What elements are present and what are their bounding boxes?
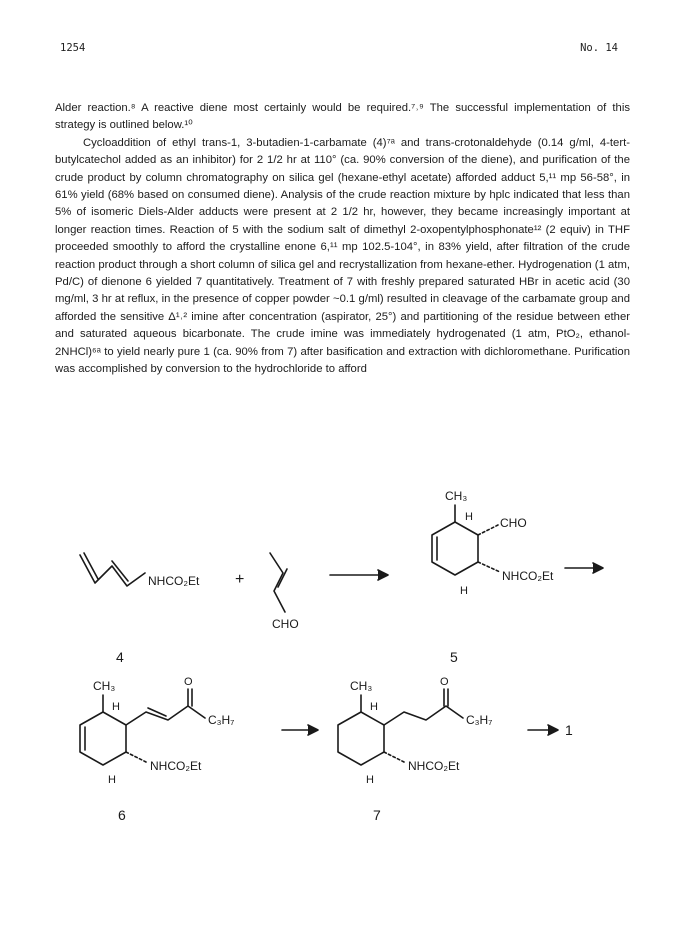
compound-label-1: 1 [565,722,573,738]
carbamate-group-5: NHCO₂Et [502,569,554,583]
compound-label-7: 7 [373,807,381,823]
plus-sign: + [235,571,245,588]
compound-7-structure [338,689,463,765]
h-atom-6-bottom: H [108,774,116,786]
h-atom-5-top: H [465,511,473,523]
carbamate-group-7: NHCO₂Et [408,759,460,773]
reaction-scheme [0,480,680,930]
oxygen-7: O [440,676,449,688]
arrow-1 [330,570,388,580]
h-atom-5-bottom: H [460,585,468,597]
arrow-4 [528,725,558,735]
arrow-2 [565,563,603,573]
h-atom-7-top: H [370,701,378,713]
methyl-group-5: CH₃ [445,489,468,503]
propyl-group-6: C₃H₇ [208,713,235,727]
h-atom-6-top: H [112,701,120,713]
h-atom-7-bottom: H [366,774,374,786]
diene-substituent: NHCO₂Et [148,574,200,588]
carbamate-group-6: NHCO₂Et [150,759,202,773]
arrow-3 [282,725,318,735]
propyl-group-7: C₃H₇ [466,713,493,727]
paragraph-2: Cycloaddition of ethyl trans-1, 3-butadien-1-carbamate (4)⁷ᵃ and trans-crotonaldehyde (0.14 g/ml, 4-tert-butylcatechol added as an inhibitor) for 2 1/2 hr at 110° (ca. 90% conversion of the diene), and purification of the crude product by column chromatography on silica gel (hexane-ethyl acetate) afforded adduct 5,¹¹ mp 56-58°, in 61% yield (68% based on consumed diene). Analysis of the crude reaction mixture by hplc indicated that less than 5% of isomeric Diels-Alder adducts were present at 2 1/2 hr, however, they became increasingly important at longer reaction times. Reaction of 5 with the sodium salt of dimethyl 2-oxopentylphosphonate¹² (2 equiv) in THF proceeded smoothly to afford the crystalline enone 6,¹¹ mp 102.5-104°, in 83% yield, after filtration of the crude reaction product through a short column of silica gel and recrystallization from hexane-ether. Hydrogenation (1 atm, Pd/C) of dienone 6 yielded 7 quantitatively. Treatment of 7 with freshly prepared saturated HBr in acetic acid (30 mg/ml, 3 hr at reflux, in the presence of copper powder ~0.1 g/ml) resulted in cleavage of the carbamate group and afforded the sensitive Δ¹˒² imine after concentration (aspirator, 25°) and partitioning of the residue between ether and saturated aqueous bicarbonate. The crude imine was immediately hydrogenated (1 atm, PtO₂, ethanol-2NHCl)⁶ᵃ to yield nearly pure 1 (ca. 90% from 7) after basification and extraction with dichloromethane. Purification was accomplished by conversion to the hydrochloride to afford [55,136,630,376]
compound-label-6: 6 [118,807,126,823]
crotonaldehyde-structure [270,553,287,612]
methyl-group-6: CH₃ [93,679,116,693]
issue-number: No. 14 [580,42,618,54]
paragraph-1: Alder reaction.⁸ A reactive diene most certainly would be required.⁷˒⁹ The successful implementation of this strategy is outlined below.¹⁰ [55,102,630,132]
methyl-group-7: CH₃ [350,679,373,693]
compound-label-5: 5 [450,649,458,665]
compound-4-structure [80,553,145,586]
page-number: 1254 [60,42,86,54]
aldehyde-group: CHO [272,617,299,631]
aldehyde-group-5: CHO [500,516,527,530]
compound-6-structure [80,689,205,765]
body-text [55,100,630,379]
compound-label-4: 4 [116,649,124,665]
oxygen-6: O [184,676,193,688]
